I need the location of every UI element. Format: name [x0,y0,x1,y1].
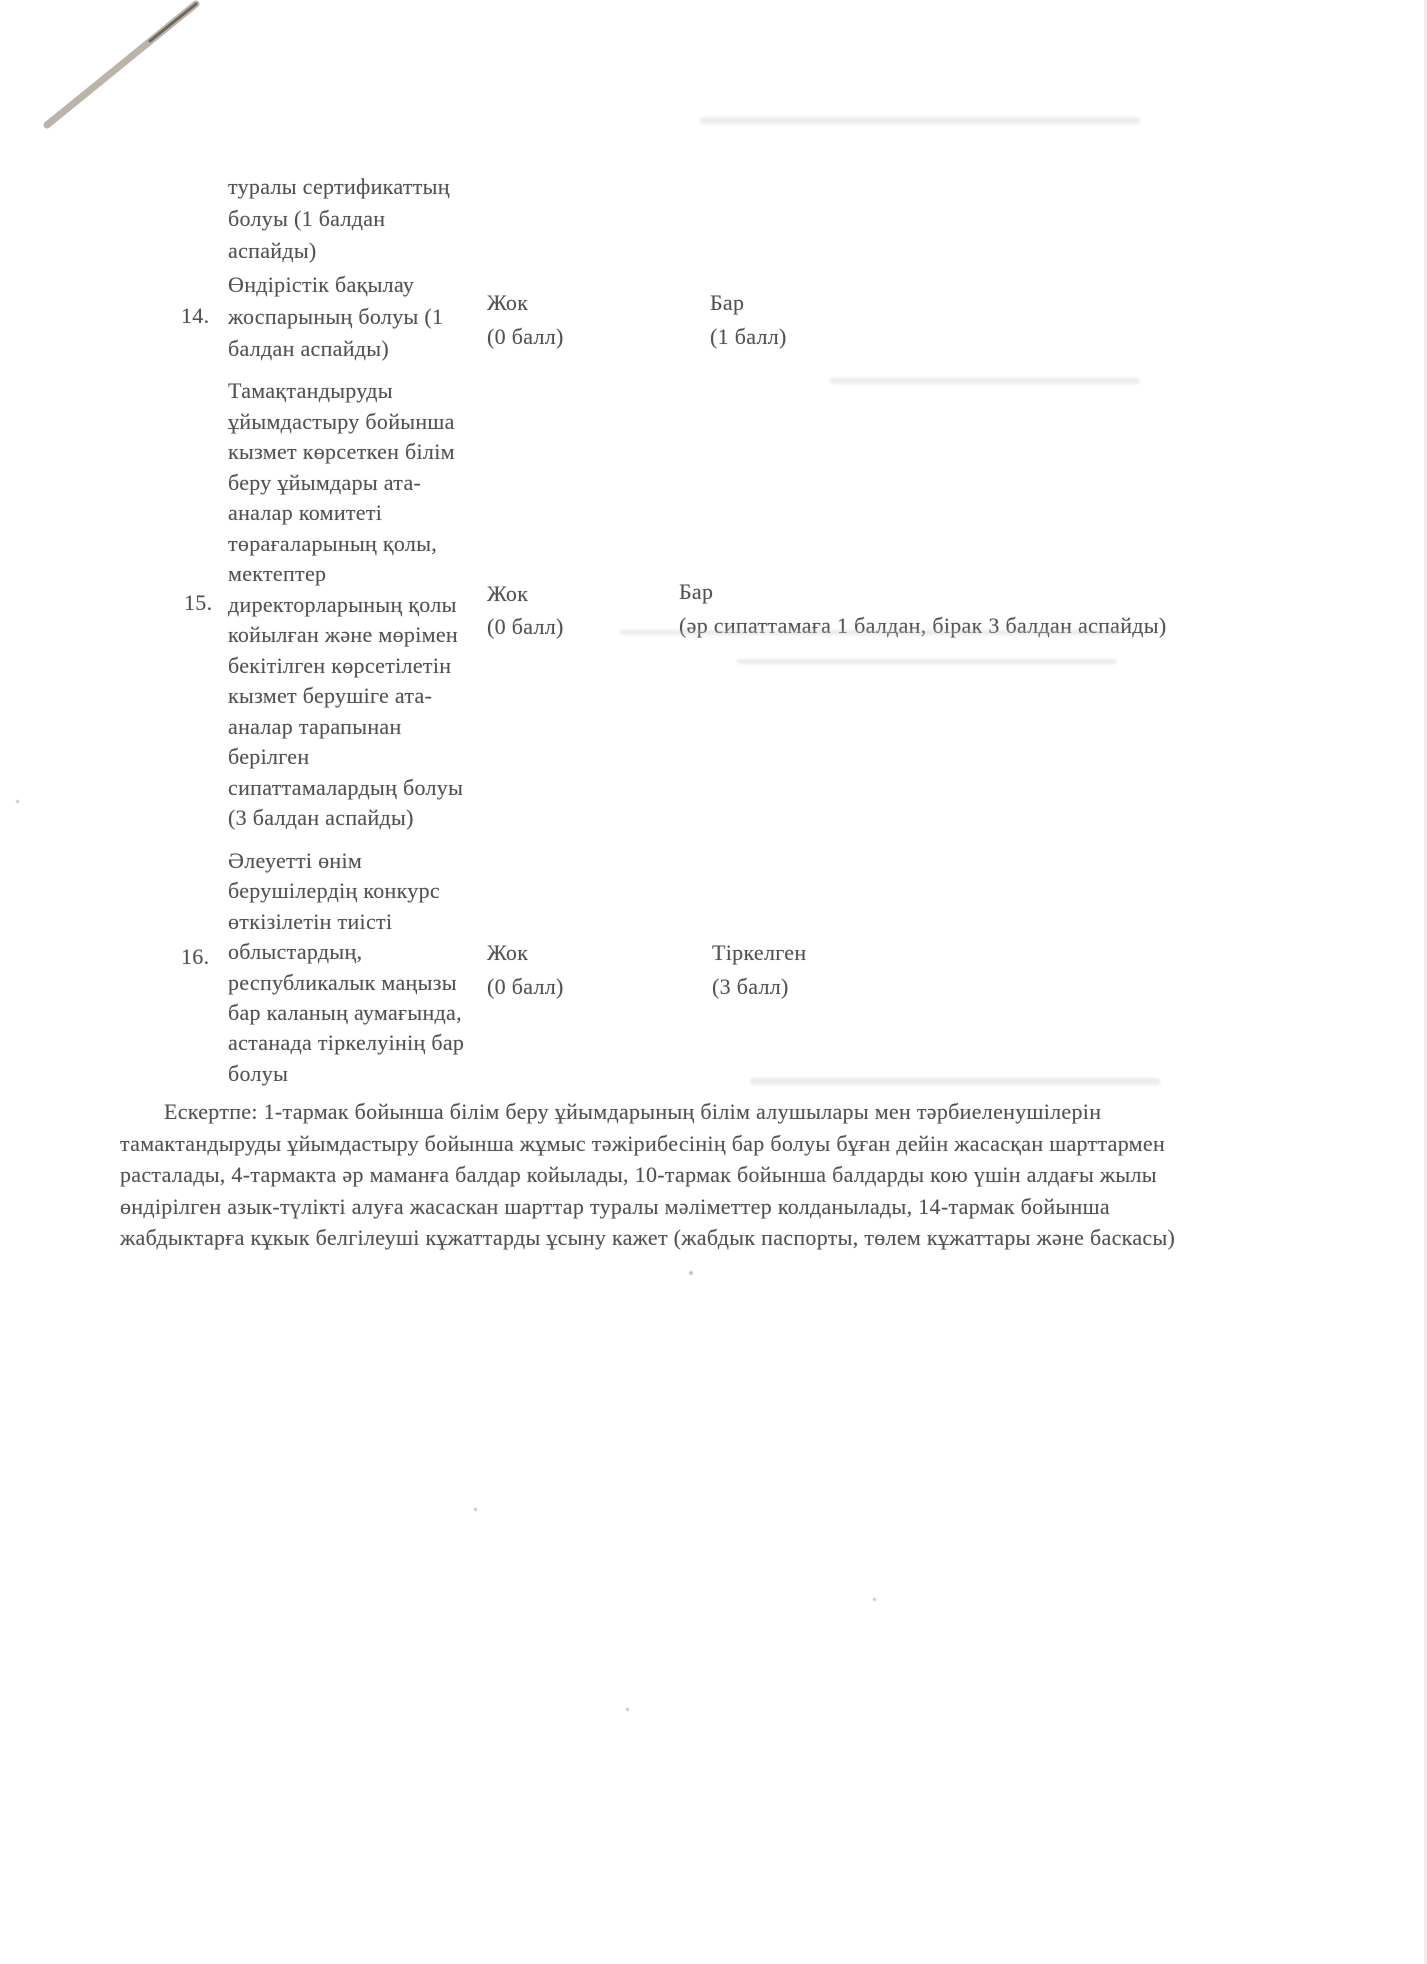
text-line: болуы (1 балдан [228,206,386,231]
score-present-cell [679,575,1167,643]
text-line: (0 балл) [487,614,564,639]
scan-pen-line-artifact [0,0,240,150]
text-line: аспайды) [228,238,317,263]
text-line: аналар тарапынан [228,713,402,739]
scan-speck [873,1598,876,1601]
text-line: балдан аспайды) [228,336,390,361]
criteria-cell [228,376,463,834]
text-line: берушілердің конкурс [228,878,440,904]
criteria-cell [228,846,464,1089]
score-absent-cell [487,577,564,643]
note-paragraph [120,1096,1400,1254]
text-line: өткізілетін тиісті [228,908,393,934]
row-number: 16. [181,944,210,969]
text-line: Жок [487,290,529,315]
scan-streak [700,117,1140,124]
text-line: бар каланың аумағында, [228,1000,462,1026]
text-line: мектептер [228,561,327,586]
text-line: (әр сипаттамаға 1 балдан, бірак 3 балдан аспайды) [679,613,1167,638]
text-line: (1 балл) [710,324,787,349]
text-line: тамактандыруды ұйымдастыру бойынша жұмыс тәжірибесінің бар болуы бұған дейін жасасқан шарттармен [120,1130,1166,1156]
text-line: Тамақтандыруды [228,378,393,403]
score-present-cell [712,936,806,1004]
text-line: (0 балл) [487,974,564,999]
row-number: 15. [184,590,213,615]
text-line: кызмет берушіге ата- [228,683,433,708]
text-line: Жок [487,940,529,965]
text-line: директорларының қолы [228,591,457,617]
text-line: ұйымдастыру бойынша [228,408,455,434]
text-line: (3 балдан аспайды) [228,805,414,830]
text-line: республикалык маңызы [228,969,457,995]
text-line: Бар [710,290,745,315]
text-line: бекітілген көрсетілетін [228,652,452,678]
text-line: өндірілген азык-түлікті алуға жасаскан шарттар туралы мәліметтер колданылады, 14-тармак бойынша [120,1193,1110,1219]
text-line: расталады, 4-тармакта әр маманға балдар койылады, 10-тармак бойынша балдарды кою үшін алдағы жылы [120,1162,1157,1188]
score-present-cell [710,286,787,354]
text-line: төрағаларының қолы, [228,530,438,556]
table-continuation-cell [228,171,450,267]
text-line: Тіркелген [712,940,807,965]
text-line: жабдыктарға кұкык белгілеуші кұжаттарды ұсыну кажет (жабдык паспорты, төлем кұжаттары және баскасы) [120,1225,1176,1251]
text-line: Бар [679,579,714,604]
text-line: жоспарының болуы (1 [228,304,444,329]
text-line: туралы сертификаттың [228,174,450,199]
criteria-cell [228,269,443,365]
text-line: аналар комитеті [228,500,383,525]
scan-streak [737,659,1117,664]
text-line: беру ұйымдары ата- [228,469,422,495]
text-line: Әлеуетті өнім [228,848,363,873]
text-line: Ескертпе: 1-тармак бойынша білім беру ұйымдарының білім алушылары мен тәрбиеленушілерін [164,1099,1102,1124]
scan-streak [750,1078,1160,1085]
text-line: болуы [228,1060,289,1086]
text-line: кызмет көрсеткен білім [228,439,455,464]
scan-speck [16,800,19,803]
text-line: Өндірістік бақылау [228,272,415,297]
text-line: облыстардың, [228,939,363,965]
text-line: койылған және мөрімен [228,622,458,647]
scan-speck [626,1708,629,1711]
text-line: (3 балл) [712,974,789,999]
text-line: (0 балл) [487,324,564,349]
text-line: берілген [228,744,310,769]
text-line: сипаттамалардың болуы [228,774,464,800]
scan-speck [474,1508,477,1511]
score-absent-cell [487,936,564,1004]
scan-streak [830,378,1140,384]
scan-speck [689,1271,693,1275]
row-number: 14. [181,303,210,328]
text-line: астанада тіркелуінің бар [228,1030,465,1056]
score-absent-cell [487,286,564,354]
text-line: Жок [487,581,529,606]
